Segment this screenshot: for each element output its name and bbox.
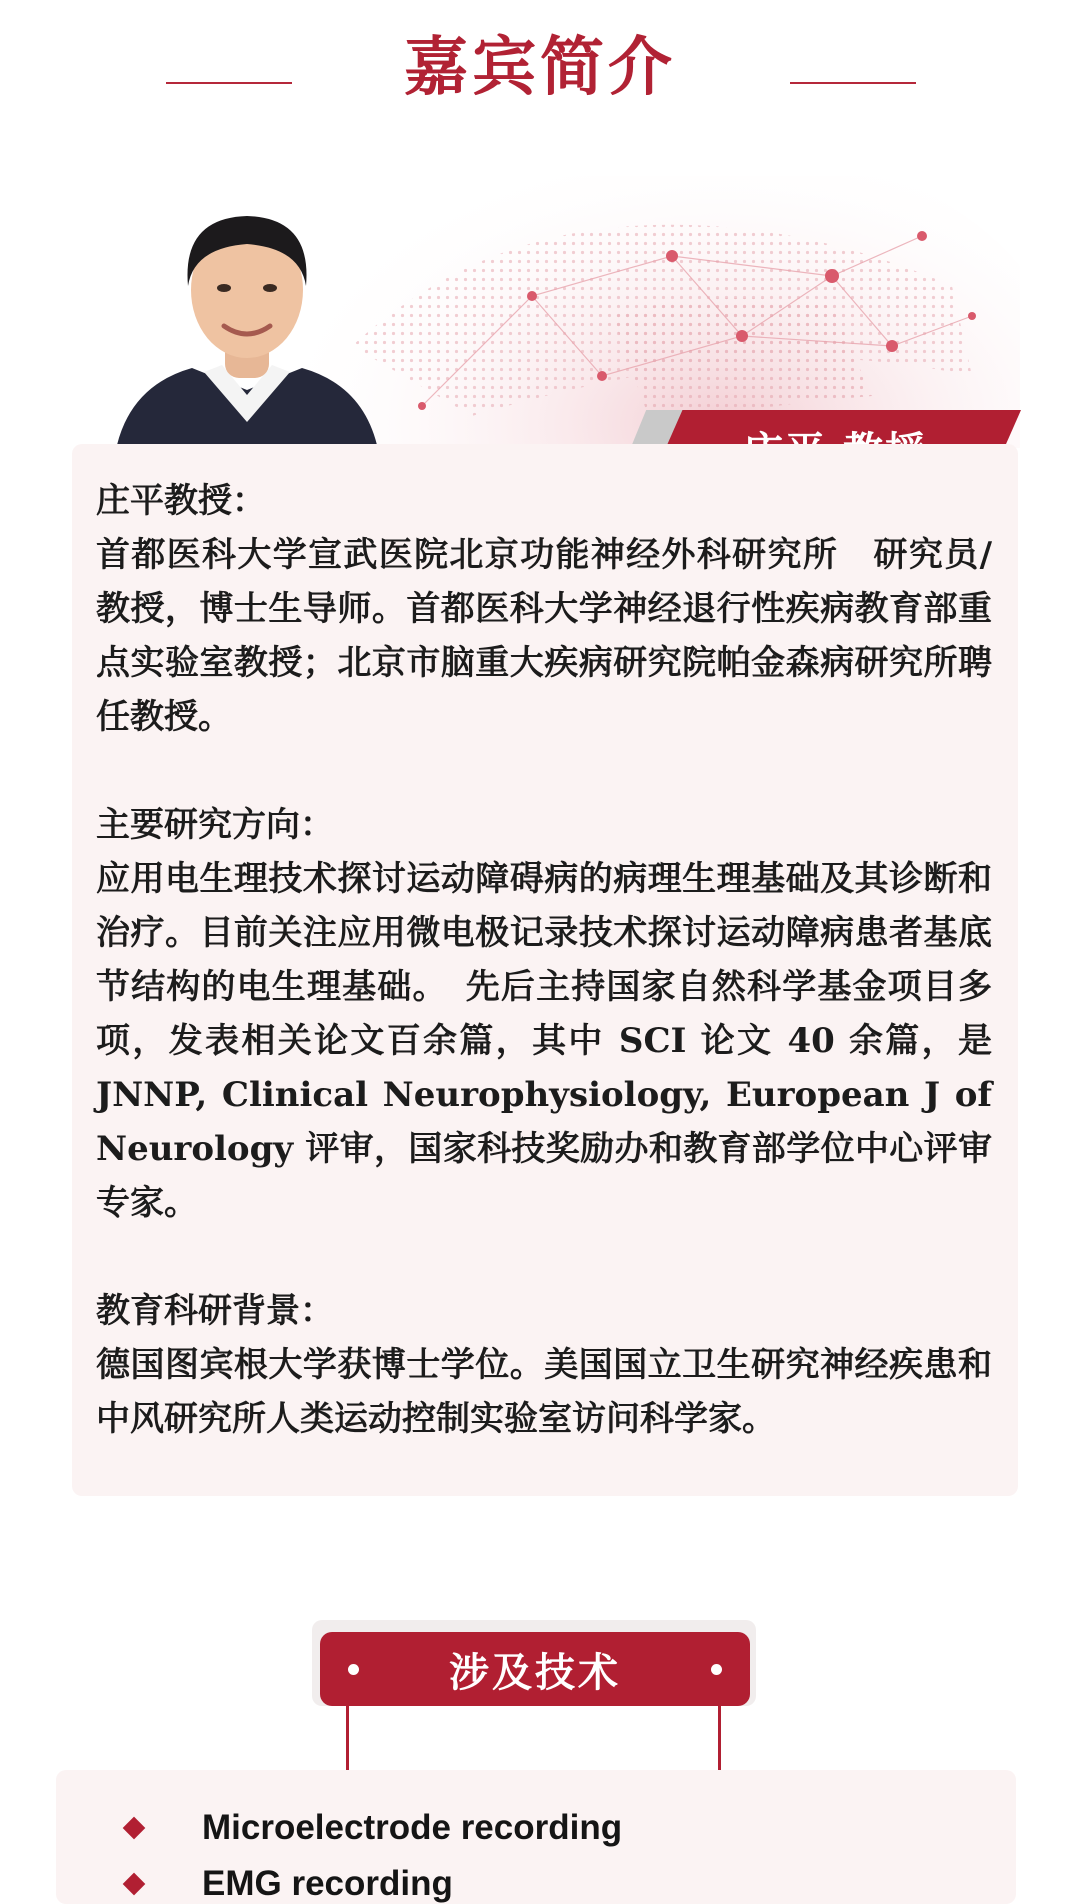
tech-item-label: EMG recording: [202, 1864, 453, 1903]
tech-connector-right: [718, 1704, 721, 1776]
globe-network-graphic: [272, 176, 1020, 448]
tech-item-label: Microelectrode recording: [202, 1808, 623, 1847]
bio-body: 应用电生理技术探讨运动障碍病的病理生理基础及其诊断和治疗。目前关注应用微电极记录技术探讨运动障病患者基底节结构的电生理基础。 先后主持国家自然科学基金项目多项，发表相关论文百余篇，其中 SCI 论文 40 余篇，是 JNNP, Clinical Neurophysiology, European J of Neurology 评审，国家科技奖励办和教育部学位中心评审专家。: [96, 859, 992, 1223]
bio-section-education: [96, 1284, 992, 1446]
diamond-bullet-icon: [123, 1817, 146, 1840]
bio-heading: 教育科研背景：: [96, 1291, 334, 1331]
page-title: 嘉宾简介: [404, 31, 676, 105]
header-divider-right: [790, 82, 916, 84]
tech-card: [56, 1770, 1016, 1904]
diamond-bullet-icon: [123, 1873, 146, 1896]
tech-connector-left: [346, 1704, 349, 1776]
tech-title: 涉及技术: [449, 1649, 621, 1696]
bio-heading: 主要研究方向：: [96, 805, 334, 845]
list-item: [56, 1862, 1016, 1904]
dot-icon: [348, 1664, 359, 1675]
bio-text: [96, 474, 992, 1500]
bio-body: 首都医科大学宣武医院北京功能神经外科研究所 研究员/教授，博士生导师。首都医科大学神经退行性疾病教育部重点实验室教授；北京市脑重大疾病研究院帕金森病研究所聘任教授。: [96, 535, 992, 737]
bio-body: 德国图宾根大学获博士学位。美国国立卫生研究神经疾患和中风研究所人类运动控制实验室访问科学家。: [96, 1345, 992, 1439]
bio-heading: 庄平教授：: [96, 481, 266, 521]
bio-section-profile: [96, 474, 992, 744]
dot-icon: [711, 1664, 722, 1675]
bio-card: [72, 444, 1018, 1496]
speaker-portrait: [112, 200, 382, 445]
tech-list: [56, 1806, 1016, 1904]
bio-section-research: [96, 798, 992, 1230]
list-item: [56, 1806, 1016, 1862]
tech-header-banner: [320, 1632, 750, 1706]
tech-header: [312, 1620, 756, 1730]
page-header: [0, 0, 1080, 110]
